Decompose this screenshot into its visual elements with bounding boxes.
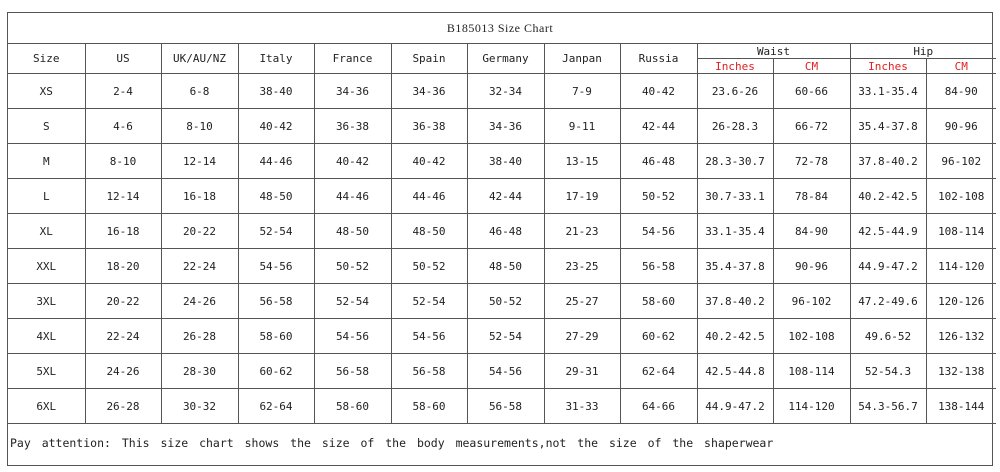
- table-cell: 72-78: [773, 144, 850, 179]
- table-cell: 138-144: [926, 389, 996, 424]
- table-cell: 84-90: [773, 214, 850, 249]
- table-cell: 4-6: [85, 109, 161, 144]
- table-cell: 102-108: [773, 319, 850, 354]
- table-cell: 8-10: [85, 144, 161, 179]
- table-cell: 18-20: [85, 249, 161, 284]
- table-cell: 52-54: [391, 284, 467, 319]
- table-cell: 52-54: [467, 319, 544, 354]
- table-cell: 54-56: [314, 319, 391, 354]
- table-cell: 114-120: [926, 249, 996, 284]
- table-cell: L: [8, 179, 85, 214]
- table-cell: 78-84: [773, 179, 850, 214]
- table-cell: 40-42: [314, 144, 391, 179]
- table-cell: 108-114: [926, 214, 996, 249]
- header-waist-cm: CM: [773, 59, 850, 74]
- table-cell: 16-18: [85, 214, 161, 249]
- table-cell: 30-32: [161, 389, 238, 424]
- table-cell: 132-138: [926, 354, 996, 389]
- table-cell: 23.6-26: [697, 74, 773, 109]
- table-cell: 40.2-42.5: [850, 179, 926, 214]
- table-cell: 62-64: [238, 389, 314, 424]
- table-cell: 36-38: [314, 109, 391, 144]
- table-cell: 26-28: [161, 319, 238, 354]
- table-cell: 6-8: [161, 74, 238, 109]
- table-cell: 32-34: [467, 74, 544, 109]
- table-cell: 40-42: [238, 109, 314, 144]
- table-cell: 34-36: [467, 109, 544, 144]
- header-waist-inches: Inches: [697, 59, 773, 74]
- table-cell: 120-126: [926, 284, 996, 319]
- table-cell: 24-26: [161, 284, 238, 319]
- table-row: [8, 319, 996, 354]
- table-cell: 40.2-42.5: [697, 319, 773, 354]
- table-cell: 22-24: [161, 249, 238, 284]
- header-france: France: [314, 44, 391, 74]
- table-cell: 26-28.3: [697, 109, 773, 144]
- table-cell: 54.3-56.7: [850, 389, 926, 424]
- table-cell: 108-114: [773, 354, 850, 389]
- table-cell: 13-15: [544, 144, 620, 179]
- table-cell: 96-102: [926, 144, 996, 179]
- header-japan: Janpan: [544, 44, 620, 74]
- table-cell: 12-14: [161, 144, 238, 179]
- table-cell: 44-46: [314, 179, 391, 214]
- header-germany: Germany: [467, 44, 544, 74]
- table-cell: 46-48: [467, 214, 544, 249]
- table-cell: 60-66: [773, 74, 850, 109]
- table-cell: 48-50: [391, 214, 467, 249]
- header-hip-cm: CM: [926, 59, 996, 74]
- header-us: US: [85, 44, 161, 74]
- table-cell: 44.9-47.2: [850, 249, 926, 284]
- table-cell: 23-25: [544, 249, 620, 284]
- table-cell: 20-22: [85, 284, 161, 319]
- table-cell: 33.1-35.4: [850, 74, 926, 109]
- table-cell: 60-62: [620, 319, 697, 354]
- table-cell: 47.2-49.6: [850, 284, 926, 319]
- table-cell: 44-46: [391, 179, 467, 214]
- table-cell: 34-36: [314, 74, 391, 109]
- table-cell: XS: [8, 74, 85, 109]
- table-cell: 30.7-33.1: [697, 179, 773, 214]
- chart-title: B185013 Size Chart: [8, 13, 992, 44]
- table-cell: 34-36: [391, 74, 467, 109]
- table-cell: 54-56: [238, 249, 314, 284]
- table-cell: 37.8-40.2: [850, 144, 926, 179]
- table-cell: 54-56: [620, 214, 697, 249]
- table-cell: S: [8, 109, 85, 144]
- table-cell: 28-30: [161, 354, 238, 389]
- table-cell: 54-56: [467, 354, 544, 389]
- table-cell: 33.1-35.4: [697, 214, 773, 249]
- table-cell: 46-48: [620, 144, 697, 179]
- table-cell: 40-42: [391, 144, 467, 179]
- table-row: [8, 74, 996, 109]
- table-cell: 38-40: [467, 144, 544, 179]
- table-cell: 26-28: [85, 389, 161, 424]
- table-cell: XL: [8, 214, 85, 249]
- table-cell: 42-44: [620, 109, 697, 144]
- table-cell: 58-60: [620, 284, 697, 319]
- table-cell: 66-72: [773, 109, 850, 144]
- table-cell: 44.9-47.2: [697, 389, 773, 424]
- table-cell: 56-58: [467, 389, 544, 424]
- table-cell: 35.4-37.8: [850, 109, 926, 144]
- table-cell: M: [8, 144, 85, 179]
- header-spain: Spain: [391, 44, 467, 74]
- table-cell: 17-19: [544, 179, 620, 214]
- table-cell: 52-54.3: [850, 354, 926, 389]
- header-uk-au-nz: UK/AU/NZ: [161, 44, 238, 74]
- table-cell: 21-23: [544, 214, 620, 249]
- table-cell: 62-64: [620, 354, 697, 389]
- table-cell: 4XL: [8, 319, 85, 354]
- table-cell: 8-10: [161, 109, 238, 144]
- table-cell: 29-31: [544, 354, 620, 389]
- table-cell: 50-52: [467, 284, 544, 319]
- table-cell: 37.8-40.2: [697, 284, 773, 319]
- table-cell: 16-18: [161, 179, 238, 214]
- table-cell: 58-60: [238, 319, 314, 354]
- table-cell: 126-132: [926, 319, 996, 354]
- table-cell: 50-52: [620, 179, 697, 214]
- table-cell: 5XL: [8, 354, 85, 389]
- table-cell: 48-50: [314, 214, 391, 249]
- table-cell: 48-50: [467, 249, 544, 284]
- table-cell: 56-58: [391, 354, 467, 389]
- table-row: [8, 144, 996, 179]
- table-cell: 42.5-44.8: [697, 354, 773, 389]
- table-cell: 12-14: [85, 179, 161, 214]
- size-chart: [7, 12, 993, 466]
- table-cell: 3XL: [8, 284, 85, 319]
- header-size: Size: [8, 44, 85, 74]
- table-cell: 50-52: [391, 249, 467, 284]
- table-cell: 27-29: [544, 319, 620, 354]
- table-row: [8, 214, 996, 249]
- table-cell: 102-108: [926, 179, 996, 214]
- table-cell: 7-9: [544, 74, 620, 109]
- table-row: [8, 354, 996, 389]
- table-cell: 9-11: [544, 109, 620, 144]
- table-cell: 25-27: [544, 284, 620, 319]
- table-row: [8, 179, 996, 214]
- header-russia: Russia: [620, 44, 697, 74]
- table-cell: 52-54: [238, 214, 314, 249]
- table-row: [8, 109, 996, 144]
- table-cell: 24-26: [85, 354, 161, 389]
- table-cell: XXL: [8, 249, 85, 284]
- table-cell: 90-96: [773, 249, 850, 284]
- table-cell: 56-58: [620, 249, 697, 284]
- table-cell: 49.6-52: [850, 319, 926, 354]
- table-row: [8, 284, 996, 319]
- header-waist: Waist: [697, 44, 850, 59]
- table-cell: 56-58: [238, 284, 314, 319]
- table-cell: 96-102: [773, 284, 850, 319]
- table-row: [8, 249, 996, 284]
- table-cell: 40-42: [620, 74, 697, 109]
- table-cell: 58-60: [314, 389, 391, 424]
- table-cell: 6XL: [8, 389, 85, 424]
- table-cell: 42-44: [467, 179, 544, 214]
- table-cell: 48-50: [238, 179, 314, 214]
- table-cell: 60-62: [238, 354, 314, 389]
- table-cell: 2-4: [85, 74, 161, 109]
- table-cell: 56-58: [314, 354, 391, 389]
- table-cell: 54-56: [391, 319, 467, 354]
- table-cell: 90-96: [926, 109, 996, 144]
- table-cell: 22-24: [85, 319, 161, 354]
- table-cell: 38-40: [238, 74, 314, 109]
- table-cell: 31-33: [544, 389, 620, 424]
- table-cell: 44-46: [238, 144, 314, 179]
- table-cell: 52-54: [314, 284, 391, 319]
- table-cell: 50-52: [314, 249, 391, 284]
- table-cell: 58-60: [391, 389, 467, 424]
- header-hip-inches: Inches: [850, 59, 926, 74]
- table-cell: 28.3-30.7: [697, 144, 773, 179]
- table-cell: 64-66: [620, 389, 697, 424]
- table-cell: 84-90: [926, 74, 996, 109]
- table-cell: 36-38: [391, 109, 467, 144]
- attention-note: Pay attention: This size chart shows the size of the body measurements,not the size of the shaperwear: [10, 436, 774, 450]
- table-cell: 35.4-37.8: [697, 249, 773, 284]
- table-cell: 42.5-44.9: [850, 214, 926, 249]
- table-cell: 20-22: [161, 214, 238, 249]
- header-italy: Italy: [238, 44, 314, 74]
- table-cell: 114-120: [773, 389, 850, 424]
- table-row: [8, 389, 996, 424]
- header-hip: Hip: [850, 44, 996, 59]
- size-table: [8, 44, 996, 424]
